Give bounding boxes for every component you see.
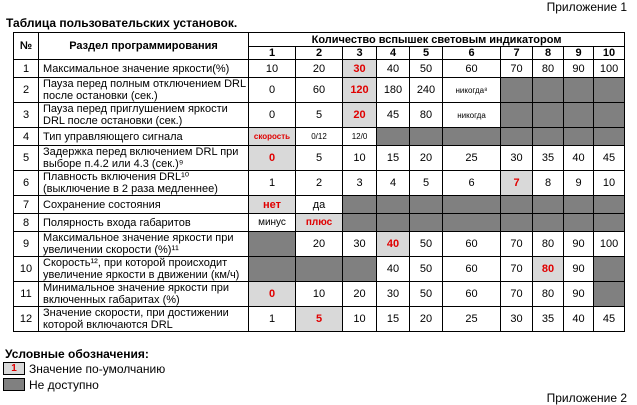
row-name: Максимальное значение яркости(%): [39, 60, 249, 78]
legend-title: Условные обозначения:: [5, 347, 149, 361]
value-cell: 1: [249, 171, 296, 196]
unavailable-cell: [594, 103, 625, 128]
unavailable-cell: [410, 214, 443, 232]
flash-number: 5: [410, 47, 443, 60]
flash-number: 9: [564, 47, 594, 60]
value-cell: 80: [533, 232, 564, 257]
value-cell: 100: [594, 232, 625, 257]
default-value-cell: 5: [296, 307, 343, 332]
unavailable-cell: [564, 128, 594, 146]
value-cell: 90: [564, 257, 594, 282]
default-value-cell: 20: [343, 103, 377, 128]
row-number: 3: [14, 103, 39, 128]
header-row: [14, 33, 625, 47]
value-cell: 50: [410, 60, 443, 78]
default-value-swatch: 1: [3, 362, 25, 375]
row-number: 6: [14, 171, 39, 196]
default-value-cell: нет: [249, 196, 296, 214]
value-cell: 2: [296, 171, 343, 196]
unavailable-cell: [594, 282, 625, 307]
unavailable-cell: [443, 128, 501, 146]
table-row: [14, 128, 625, 146]
unavailable-label: Не доступно: [29, 378, 99, 392]
row-name: Пауза перед приглушением яркости DRL после остановки (сек.): [39, 103, 249, 128]
flash-number: 2: [296, 47, 343, 60]
value-cell: да: [296, 196, 343, 214]
row-name: Сохранение состояния: [39, 196, 249, 214]
value-cell: 40: [564, 146, 594, 171]
value-cell: 10: [594, 171, 625, 196]
value-cell: 5: [296, 146, 343, 171]
value-cell: 15: [377, 307, 410, 332]
row-number: 11: [14, 282, 39, 307]
value-cell: 60: [443, 282, 501, 307]
value-cell: 70: [501, 257, 533, 282]
flash-number: 6: [443, 47, 501, 60]
value-cell: 70: [501, 60, 533, 78]
unavailable-cell: [594, 257, 625, 282]
default-value-cell: 0: [249, 146, 296, 171]
unavailable-cell: [594, 214, 625, 232]
value-cell: 40: [377, 257, 410, 282]
row-name: Скорость¹², при которой происходит увеличение яркости в движении (км/ч): [39, 257, 249, 282]
unavailable-cell: [533, 196, 564, 214]
value-cell: 45: [594, 146, 625, 171]
page-title: Таблица пользовательских установок.: [6, 16, 238, 30]
value-cell: 9: [564, 171, 594, 196]
default-value-cell: 80: [533, 257, 564, 282]
table-row: [14, 171, 625, 196]
value-cell: 50: [410, 282, 443, 307]
value-cell: 35: [533, 146, 564, 171]
value-cell: 50: [410, 257, 443, 282]
value-cell: 240: [410, 78, 443, 103]
unavailable-cell: [533, 128, 564, 146]
value-cell: 80: [533, 282, 564, 307]
value-cell: 25: [443, 146, 501, 171]
value-cell: 40: [564, 307, 594, 332]
row-number: 9: [14, 232, 39, 257]
value-cell: никогда⁸: [443, 78, 501, 103]
table-row: [14, 257, 625, 282]
unavailable-cell: [296, 257, 343, 282]
value-cell: 180: [377, 78, 410, 103]
row-name: Плавность включения DRL¹⁰ (выключение в 2 раза медленнее): [39, 171, 249, 196]
value-cell: 90: [564, 60, 594, 78]
table-row: [14, 214, 625, 232]
unavailable-cell: [377, 214, 410, 232]
unavailable-cell: [533, 103, 564, 128]
row-number: 2: [14, 78, 39, 103]
unavailable-cell: [564, 214, 594, 232]
unavailable-cell: [594, 128, 625, 146]
default-value-label: Значение по-умолчанию: [29, 362, 166, 376]
row-number: 10: [14, 257, 39, 282]
default-value-cell: плюс: [296, 214, 343, 232]
unavailable-cell: [343, 214, 377, 232]
unavailable-cell: [501, 128, 533, 146]
unavailable-cell: [443, 214, 501, 232]
value-cell: 45: [377, 103, 410, 128]
table-row: [14, 232, 625, 257]
default-value-cell: 0: [249, 282, 296, 307]
next-appendix-label: Приложение 2: [546, 391, 627, 405]
default-value-cell: 30: [343, 60, 377, 78]
unavailable-cell: [501, 78, 533, 103]
value-cell: 4: [377, 171, 410, 196]
row-number: 7: [14, 196, 39, 214]
unavailable-cell: [564, 78, 594, 103]
value-cell: никогда: [443, 103, 501, 128]
table-row: [14, 307, 625, 332]
default-value-cell: 7: [501, 171, 533, 196]
value-cell: 25: [443, 307, 501, 332]
value-cell: 1: [249, 307, 296, 332]
default-value-cell: скорость: [249, 128, 296, 146]
flash-number: 8: [533, 47, 564, 60]
table-row: [14, 196, 625, 214]
value-cell: 0: [249, 78, 296, 103]
value-cell: 60: [443, 60, 501, 78]
table-row: [14, 78, 625, 103]
unavailable-cell: [594, 78, 625, 103]
unavailable-cell: [594, 196, 625, 214]
table-row: [14, 60, 625, 78]
value-cell: 80: [410, 103, 443, 128]
unavailable-cell: [501, 214, 533, 232]
value-cell: 50: [410, 232, 443, 257]
table-row: [14, 103, 625, 128]
flash-number: 7: [501, 47, 533, 60]
unavailable-cell: [501, 103, 533, 128]
value-cell: 60: [443, 257, 501, 282]
unavailable-cell: [377, 196, 410, 214]
value-cell: 20: [296, 232, 343, 257]
unavailable-cell: [533, 214, 564, 232]
value-cell: 10: [343, 307, 377, 332]
value-cell: 60: [296, 78, 343, 103]
value-cell: минус: [249, 214, 296, 232]
settings-table: [13, 32, 625, 332]
row-name: Максимальное значение яркости при увеличении скорости (%)¹¹: [39, 232, 249, 257]
row-name: Пауза перед полным отключением DRL после остановки (сек.): [39, 78, 249, 103]
value-cell: 10: [296, 282, 343, 307]
value-cell: 90: [564, 232, 594, 257]
value-cell: 20: [343, 282, 377, 307]
row-number: 5: [14, 146, 39, 171]
row-number: 12: [14, 307, 39, 332]
value-cell: 90: [564, 282, 594, 307]
flash-number: 3: [343, 47, 377, 60]
value-cell: 35: [533, 307, 564, 332]
flash-number: 10: [594, 47, 625, 60]
unavailable-cell: [343, 196, 377, 214]
value-cell: 12/0: [343, 128, 377, 146]
unavailable-cell: [564, 103, 594, 128]
header-flashes: Количество вспышек световым индикатором: [249, 33, 625, 47]
value-cell: 60: [443, 232, 501, 257]
header-section: Раздел программирования: [39, 33, 249, 60]
value-cell: 30: [501, 307, 533, 332]
flash-number: 1: [249, 47, 296, 60]
row-name: Значение скорости, при достижении которой включаются DRL: [39, 307, 249, 332]
table-row: [14, 146, 625, 171]
value-cell: 80: [533, 60, 564, 78]
unavailable-cell: [377, 128, 410, 146]
value-cell: 5: [410, 171, 443, 196]
appendix-label: Приложение 1: [546, 0, 627, 14]
row-number: 4: [14, 128, 39, 146]
flash-number: 4: [377, 47, 410, 60]
value-cell: 30: [343, 232, 377, 257]
unavailable-cell: [443, 196, 501, 214]
value-cell: 15: [377, 146, 410, 171]
value-cell: 10: [343, 146, 377, 171]
unavailable-cell: [249, 257, 296, 282]
value-cell: 6: [443, 171, 501, 196]
value-cell: 8: [533, 171, 564, 196]
value-cell: 5: [296, 103, 343, 128]
row-name: Минимальное значение яркости при включенных габаритах (%): [39, 282, 249, 307]
unavailable-cell: [501, 196, 533, 214]
unavailable-cell: [533, 78, 564, 103]
value-cell: 0: [249, 103, 296, 128]
default-value-cell: 120: [343, 78, 377, 103]
unavailable-cell: [564, 196, 594, 214]
unavailable-cell: [343, 257, 377, 282]
row-number: 1: [14, 60, 39, 78]
unavailable-cell: [410, 196, 443, 214]
value-cell: 3: [343, 171, 377, 196]
row-name: Полярность входа габаритов: [39, 214, 249, 232]
value-cell: 20: [410, 307, 443, 332]
unavailable-cell: [249, 232, 296, 257]
row-name: Тип управляющего сигнала: [39, 128, 249, 146]
unavailable-swatch: [3, 378, 25, 391]
value-cell: 0/12: [296, 128, 343, 146]
value-cell: 20: [410, 146, 443, 171]
value-cell: 30: [501, 146, 533, 171]
row-name: Задержка перед включением DRL при выборе п.4.2 или 4.3 (сек.)⁹: [39, 146, 249, 171]
value-cell: 20: [296, 60, 343, 78]
value-cell: 40: [377, 60, 410, 78]
default-value-cell: 40: [377, 232, 410, 257]
header-number: №: [14, 33, 39, 60]
value-cell: 70: [501, 232, 533, 257]
value-cell: 30: [377, 282, 410, 307]
unavailable-cell: [410, 128, 443, 146]
value-cell: 45: [594, 307, 625, 332]
value-cell: 10: [249, 60, 296, 78]
table-row: [14, 282, 625, 307]
value-cell: 70: [501, 282, 533, 307]
row-number: 8: [14, 214, 39, 232]
value-cell: 100: [594, 60, 625, 78]
